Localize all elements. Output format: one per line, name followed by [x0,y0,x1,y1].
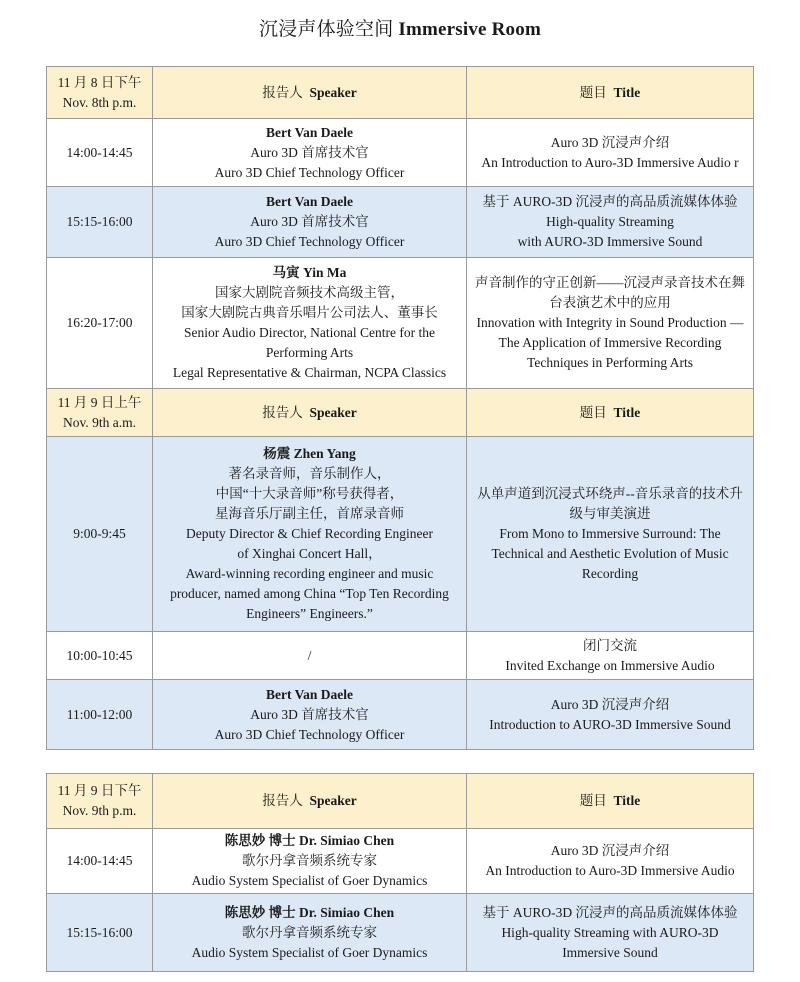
speaker-cell: 陈思妙 博士 Dr. Simiao Chen 歌尔丹拿音频系统专家 Audio System Specialist of Goer Dynamics [153,829,467,894]
page-title-zh: 沉浸声体验空间 [259,19,394,40]
title-cell: 基于 AURO-3D 沉浸声的高品质流媒体体验 High-quality Streaming with AURO-3D Immersive Sound [467,187,754,258]
time-cell: 11:00-12:00 [47,680,153,750]
speaker-cell: 杨震 Zhen Yang 著名录音师，音乐制作人， 中国“十大录音师”称号获得者， 星海音乐厅副主任，首席录音师 Deputy Director & Chief Recording Engineer of Xinghai Concert Hall， Award-winning recording engineer and music producer, named among China “Top Ten Recording Engineers” Engineers.” [153,437,467,632]
schedule-table-nov8-nov9am [46,66,754,750]
title-column-header: 题目 Title [467,67,754,119]
title-cell: Auro 3D 沉浸声介绍 Introduction to AURO-3D Immersive Sound [467,680,754,750]
section-date [47,67,153,119]
speaker-name: 陈思妙 博士 Dr. Simiao Chen [224,833,395,848]
time-cell: 14:00-14:45 [47,829,153,894]
section-header-nov8-pm [47,67,754,119]
title-cell: 闭门交流 Invited Exchange on Immersive Audio [467,632,754,680]
time-cell: 15:15-16:00 [47,187,153,258]
speaker-column-header: 报告人 Speaker [153,389,467,437]
page-title-en: Immersive Room [398,19,541,40]
title-cell: Auro 3D 沉浸声介绍 An Introduction to Auro-3D Immersive Audio [467,829,754,894]
table-row [47,680,754,750]
speaker-cell: Bert Van Daele Auro 3D 首席技术官 Auro 3D Chief Technology Officer [153,680,467,750]
speaker-name: Bert Van Daele [266,686,353,702]
speaker-cell: 陈思妙 博士 Dr. Simiao Chen 歌尔丹拿音频系统专家 Audio System Specialist of Goer Dynamics [153,894,467,972]
date-en: Nov. 9th p.m. [62,803,137,818]
table-row [47,258,754,389]
title-cell: 声音制作的守正创新——沉浸声录音技术在舞 台表演艺术中的应用 Innovation with Integrity in Sound Production — The Application of Immersive Recording Techniques in Performing Arts [467,258,754,389]
speaker-name: Bert Van Daele [266,124,353,140]
title-column-header: 题目 Title [467,389,754,437]
speaker-name: Bert Van Daele [266,194,353,209]
speaker-name: 陈思妙 博士 Dr. Simiao Chen [224,904,395,920]
time-cell: 10:00-10:45 [47,632,153,680]
speaker-cell: / [153,632,467,680]
speaker-column-header: 报告人 Speaker [153,774,467,829]
time-cell: 9:00-9:45 [47,437,153,632]
title-cell: Auro 3D 沉浸声介绍 An Introduction to Auro-3D Immersive Audio r [467,119,754,187]
date-zh: 11 月 9 日下午 [57,783,142,798]
section-date [47,774,153,829]
table-row [47,187,754,258]
table-row [47,632,754,680]
time-cell: 15:15-16:00 [47,894,153,972]
date-zh: 11 月 8 日下午 [57,74,142,90]
table-row [47,119,754,187]
speaker-cell: Bert Van Daele Auro 3D 首席技术官 Auro 3D Chief Technology Officer [153,119,467,187]
section-date [47,389,153,437]
section-header-nov9-am [47,389,754,437]
speaker-name: 杨震 Zhen Yang [263,446,356,461]
table-row [47,829,754,894]
speaker-cell: 马寅 Yin Ma 国家大剧院音频技术高级主管， 国家大剧院古典音乐唱片公司法人、董事长 Senior Audio Director, National Centre for the Performing Arts Legal Representative & Chairman, NCPA Classics [153,258,467,389]
title-cell: 从单声道到沉浸式环绕声--音乐录音的技术升 级与审美演进 From Mono to Immersive Surround: The Technical and Aesthetic Evolution of Music Recording [467,437,754,632]
time-cell: 16:20-17:00 [47,258,153,389]
page-title [0,14,800,41]
date-en: Nov. 8th p.m. [62,94,137,110]
title-cell: 基于 AURO-3D 沉浸声的高品质流媒体体验 High-quality Streaming with AURO-3D Immersive Sound [467,894,754,972]
speaker-name: 马寅 Yin Ma [272,265,347,280]
date-zh: 11 月 9 日上午 [57,394,142,410]
title-column-header: 题目 Title [467,774,754,829]
table-row [47,437,754,632]
date-en: Nov. 9th a.m. [63,414,136,430]
schedule-table-nov9pm [46,773,754,972]
table-row [47,894,754,972]
speaker-cell: Bert Van Daele Auro 3D 首席技术官 Auro 3D Chief Technology Officer [153,187,467,258]
time-cell: 14:00-14:45 [47,119,153,187]
section-header-nov9-pm [47,774,754,829]
speaker-column-header: 报告人 Speaker [153,67,467,119]
